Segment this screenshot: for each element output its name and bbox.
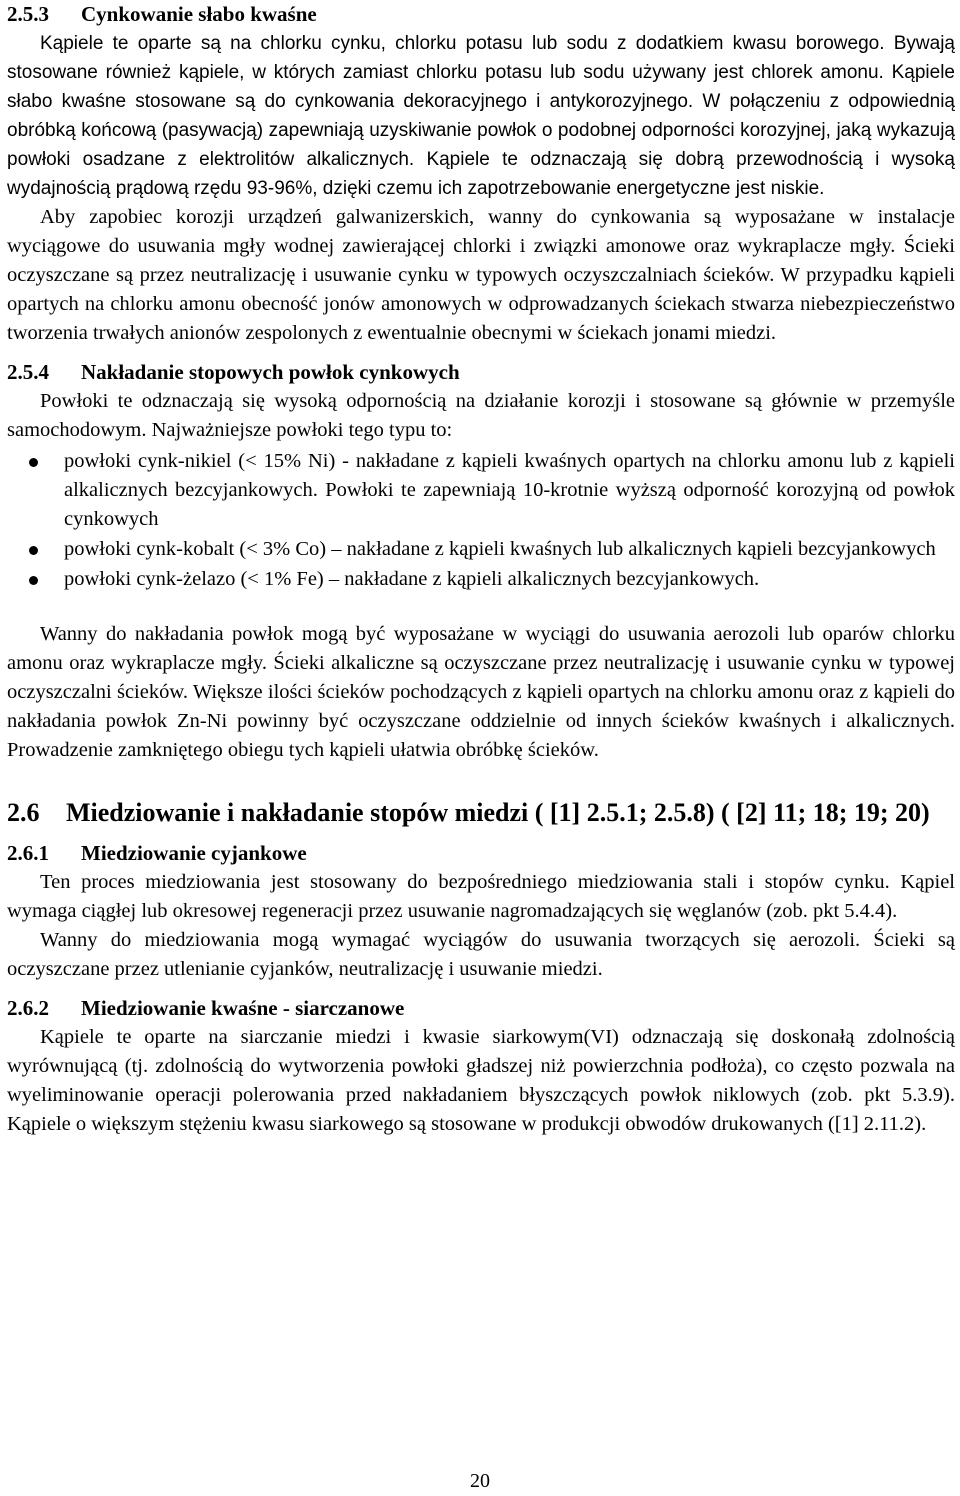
- section-heading-2-6: [7, 796, 955, 830]
- bullet-icon: [29, 576, 38, 585]
- paragraph-2-6-1-process: Ten proces miedziowania jest stosowany do bezpośredniego miedziowania stali i stopów cynku. Kąpiel wymaga ciągłej lub okresowej regeneracji przez usuwanie nagromadzających się węglanów (zob. pkt 5.4.4).: [7, 871, 955, 922]
- list-item-text: powłoki cynk-żelazo (< 1% Fe) – nakładane z kąpieli alkalicznych bezcyjankowych.: [64, 568, 760, 590]
- paragraph-2-5-3-intro: Kąpiele te oparte są na chlorku cynku, chlorku potasu lub sodu z dodatkiem kwasu borowego. Bywają stosowane również kąpiele, w których zamiast chlorku potasu lub sodu używany jest chlorek amonu. Kąpiele słabo kwaśne stosowane są do cynkowania dekoracyjnego i antykorozyjnego. W połączeniu z odpowiednią obróbką końcową (pasywacją) zapewniają uzyskiwanie powłok o podobnej odporności korozyjnej, jaką wykazują powłoki osadzane z elektrolitów alkalicznych. Kąpiele te odznaczają się dobrą przewodnością i wysoką wydajnością prądową rzędu 93-96%, dzięki czemu ich zapotrzebowanie energetyczne jest niskie.: [7, 33, 955, 199]
- paragraph-2-5-3-corrosion: Aby zapobiec korozji urządzeń galwanizerskich, wanny do cynkowania są wyposażane w instalacje wyciągowe do usuwania mgły wodnej zawierającej chlorki i związki amonowe oraz wykraplacze mgły. Ścieki oczyszczane są przez neutralizację i usuwanie cynku w typowych oczyszczalniach ścieków. W przypadku kąpieli opartych na chlorku amonu obecność jonów amonowych w odprowadzanych ściekach stwarza niebezpieczeństwo tworzenia trwałych anionów zespolonych z ewentualnie obecnymi w ściekach jonami miedzi.: [7, 206, 955, 344]
- section-title: Miedziowanie cyjankowe: [81, 841, 307, 865]
- section-title: Cynkowanie słabo kwaśne: [81, 2, 317, 26]
- section-number: 2.6.1: [7, 841, 49, 865]
- section-number: 2.5.4: [7, 360, 49, 384]
- page-number: 20: [470, 1470, 490, 1492]
- document-page: [7, 0, 955, 1139]
- list-item-text: powłoki cynk-nikiel (< 15% Ni) - nakładane z kąpieli kwaśnych opartych na chlorku amonu lub z kąpieli alkalicznych bezcyjankowych. Powłoki te zapewniają 10-krotnie wyższą odporność korozyjną od powłok cynkowych: [64, 450, 955, 530]
- paragraph-2-5-4-wastewater: Wanny do nakładania powłok mogą być wyposażane w wyciągi do usuwania aerozoli lub oparów chlorku amonu oraz wykraplacze mgły. Ścieki alkaliczne są oczyszczane przez neutralizację i usuwanie cynku w typowej oczyszczalni ścieków. Większe ilości ścieków pochodzących z kąpieli opartych na chlorku amonu oraz z kąpieli do nakładania powłok Zn-Ni powinny być oczyszczane oddzielnie od innych ścieków kwaśnych i alkalicznych. Prowadzenie zamkniętego obiegu tych kąpieli ułatwia obróbkę ścieków.: [7, 623, 955, 761]
- section-heading-2-6-1: [7, 839, 955, 868]
- section-heading-2-5-3: [7, 0, 955, 29]
- bullet-icon: [29, 458, 38, 467]
- section-number: 2.6: [7, 798, 40, 827]
- section-title: Miedziowanie i nakładanie stopów miedzi ( [1] 2.5.1; 2.5.8) ( [2] 11; 18; 19; 20): [66, 798, 930, 827]
- section-title: Nakładanie stopowych powłok cynkowych: [81, 360, 460, 384]
- list-item: [7, 565, 955, 594]
- bullet-icon: [29, 546, 38, 555]
- paragraph-2-6-1-wastewater: Wanny do miedziowania mogą wymagać wyciągów do usuwania tworzących się aerozoli. Ścieki są oczyszczane przez utlenianie cyjanków, neutralizację i usuwanie miedzi.: [7, 929, 955, 980]
- list-item: [7, 535, 955, 564]
- section-heading-2-5-4: [7, 358, 955, 387]
- section-number: 2.5.3: [7, 2, 49, 26]
- section-title: Miedziowanie kwaśne - siarczanowe: [81, 996, 405, 1020]
- section-heading-2-6-2: [7, 994, 955, 1023]
- section-number: 2.6.2: [7, 996, 49, 1020]
- coating-list: [7, 447, 955, 594]
- list-item-text: powłoki cynk-kobalt (< 3% Co) – nakładane z kąpieli kwaśnych lub alkalicznych kąpieli bezcyjankowych: [64, 538, 936, 560]
- list-item: [7, 447, 955, 534]
- paragraph-2-5-4-intro: Powłoki te odznaczają się wysoką odpornością na działanie korozji i stosowane są głównie w przemyśle samochodowym. Najważniejsze powłoki tego typu to:: [7, 390, 955, 441]
- paragraph-2-6-2-process: Kąpiele te oparte na siarczanie miedzi i kwasie siarkowym(VI) odznaczają się doskonałą zdolnością wyrównującą (tj. zdolnością do wytworzenia powłoki gładszej niż powierzchnia podłoża), co często pozwala na wyeliminowanie operacji polerowania przed nakładaniem błyszczących powłok niklowych (zob. pkt 5.3.9). Kąpiele o większym stężeniu kwasu siarkowego są stosowane w produkcji obwodów drukowanych ([1] 2.11.2).: [7, 1026, 955, 1135]
